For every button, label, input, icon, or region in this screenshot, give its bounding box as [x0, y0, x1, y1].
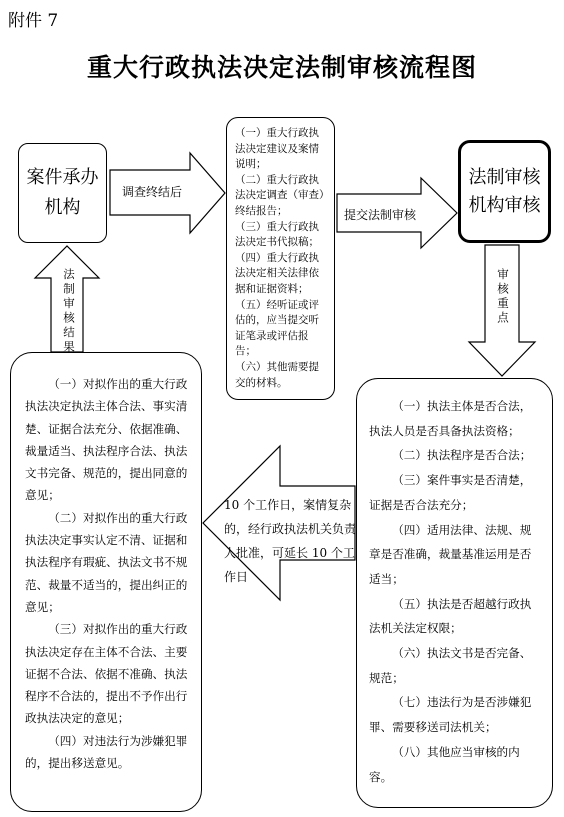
- review-point-item: （六）执法文书是否完备、规范；: [369, 646, 532, 685]
- review-point-item: （四）适用法律、法规、规章是否准确，裁量基准运用是否适当；: [369, 522, 532, 586]
- review-point-item: （一）执法主体是否合法，执法人员是否具备执法资格；: [369, 399, 532, 438]
- opinion-item: （四）对违法行为涉嫌犯罪的，提出移送意见。: [25, 733, 188, 771]
- material-item: （三）重大行政执法决定书代拟稿；: [235, 220, 319, 249]
- material-item: （一）重大行政执法决定建议及案情说明；: [235, 127, 319, 171]
- review-point-item: （三）案件事实是否清楚，证据是否合法充分；: [369, 473, 532, 512]
- case-handling-unit-box: [18, 143, 107, 243]
- opinion-item: （二）对拟作出的重大行政执法决定事实认定不清、证据和执法程序有瑕疵、执法文书不规范、裁量不适当的，提出纠正的意见；: [25, 510, 188, 614]
- material-item: （五）经听证或评估的，应当提交听证笔录或评估报告；: [235, 298, 319, 358]
- review-opinions-box: [10, 352, 202, 812]
- legal-review-unit-box: [458, 140, 551, 243]
- material-item: （六）其他需要提交的材料。: [235, 360, 319, 389]
- attachment-label: 附件 7: [8, 11, 59, 31]
- review-time-limit-text: 10 个工作日，案情复杂的，经行政执法机关负责人批准，可延长 10 个工作日: [224, 498, 357, 584]
- material-item: （二）重大行政执法决定调查（审查）终结报告；: [235, 173, 325, 217]
- material-item: （四）重大行政执法决定相关法律依据和证据资料；: [235, 251, 319, 295]
- review-point-item: （七）违法行为是否涉嫌犯罪、需要移送司法机关；: [369, 695, 532, 735]
- review-points-box: [356, 378, 553, 808]
- legal-review-unit-label: 法制审核机构审核: [468, 166, 541, 216]
- page-title: 重大行政执法决定法制审核流程图: [86, 53, 477, 82]
- review-point-item: （二）执法程序是否合法；: [392, 448, 532, 463]
- investigation-concluded-label: 调查终结后: [122, 185, 183, 199]
- review-point-item: （五）执法是否超越行政执法机关法定权限；: [369, 596, 532, 636]
- review-points-label: 审核重点: [496, 268, 510, 326]
- submit-review-label: 提交法制审核: [344, 208, 417, 222]
- case-handling-unit-label: 案件承办机构: [26, 167, 99, 218]
- opinion-item: （一）对拟作出的重大行政执法决定执法主体合法、事实清楚、证据合法充分、依据准确、裁量适当、执法程序合法、执法文书完备、规范的，提出同意的意见；: [25, 377, 188, 503]
- review-point-item: （八）其他应当审核的内容。: [369, 744, 520, 784]
- review-results-label: 法制审核结果: [62, 268, 76, 355]
- submitted-materials-box: [226, 117, 335, 400]
- opinion-item: （三）对拟作出的重大行政执法决定存在主体不合法、主要证据不合法、依据不准确、执法程序不合法的，提出不予作出行政执法决定的意见；: [25, 622, 188, 726]
